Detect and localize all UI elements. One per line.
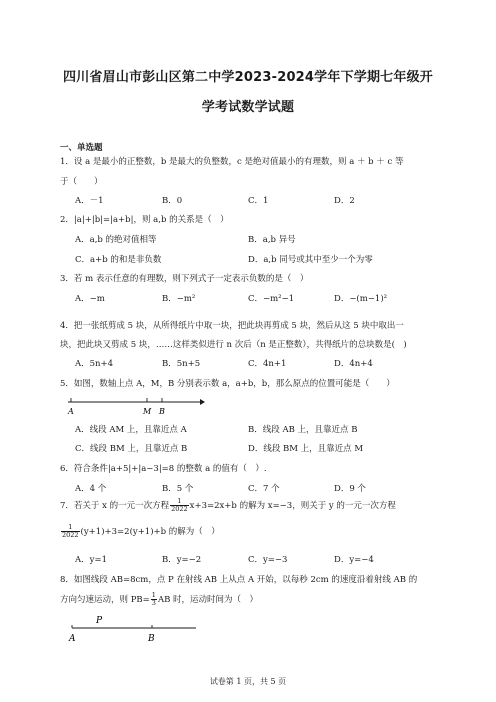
q3-option-d: D．−(m−1)² <box>334 294 388 304</box>
q4-text-line1: 4．把一张纸剪成 5 块，从所得纸片中取一块，把此块再剪成 5 块，然后从这 5 块中取出一 <box>60 321 404 331</box>
q7-line2-text: (y+1)+3=2(y+1)+b 的解为（ ） <box>80 527 220 537</box>
q7-frac-den: 2022 <box>171 505 188 513</box>
q7-text-line2 <box>60 524 220 539</box>
q3-option-c: C．−m²−1 <box>248 294 295 304</box>
q4-option-b: B．5n+5 <box>162 359 201 369</box>
q7-line1-suffix: x+3=2x+b 的解为 x=−3，则关于 y 的一元一次方程 <box>189 501 396 511</box>
q4-option-a: A．5n+4 <box>75 359 114 369</box>
q7-text-line1 <box>60 498 396 513</box>
q5-option-b: B．线段 AB 上，且靠近点 B <box>248 425 358 435</box>
label-p: P <box>96 616 103 626</box>
q6-option-b: B．5 个 <box>162 484 194 494</box>
q5-text: 5．如图，数轴上点 A，M，B 分别表示数 a，a+b，b，那么原点的位置可能是（ ） <box>60 379 395 389</box>
q7-fraction-2 <box>61 524 80 539</box>
q4-text-line2: 块，把此块又剪成 5 块，……这样类似进行 n 次后（n 是正整数），共得纸片的总块数是( ) <box>60 340 407 350</box>
exam-title-line2: 学考试数学试题 <box>201 100 295 115</box>
q5-option-c: C．线段 BM 上，且靠近点 B <box>75 444 188 454</box>
q7-option-c: C．y=−3 <box>248 555 288 565</box>
q6-option-d: D．9 个 <box>334 484 366 494</box>
q3-text: 3．若 m 表示任意的有理数，则下列式子一定表示负数的是（ ） <box>60 274 309 284</box>
q8-text-line2 <box>60 592 258 607</box>
q6-text: 6．符合条件|a+5|+|a−3|=8 的整数 a 的值有（ ）. <box>60 464 267 474</box>
section-heading: 一、单选题 <box>60 143 103 153</box>
q1-option-d: D．2 <box>334 196 355 206</box>
number-line-arrow <box>200 399 205 405</box>
q1-text-line1: 1．设 a 是最小的正整数，b 是最大的负整数，c 是绝对值最小的有理数，则 a ＋ b ＋ c 等 <box>60 157 404 167</box>
q8-text-line1: 8．如图线段 AB=8cm，点 P 在射线 AB 上从点 A 开始，以每秒 2cm 的速度沿着射线 AB 的 <box>60 575 418 585</box>
label-a: A <box>69 634 76 644</box>
number-line-figure <box>66 392 206 418</box>
label-a: A <box>68 407 74 416</box>
q6-option-c: C．7 个 <box>248 484 280 494</box>
label-b: B <box>159 407 165 416</box>
q7-frac-num: 1 <box>170 498 189 506</box>
q2-option-a: A．a,b 的绝对值相等 <box>75 235 157 245</box>
page-footer: 试卷第 1 页，共 5 页 <box>209 677 287 686</box>
q3-option-b: B．−m² <box>162 294 196 304</box>
q1-option-c: C．1 <box>248 196 269 206</box>
q1-option-b: B．0 <box>162 196 183 206</box>
q7-option-d: D．y=−4 <box>334 555 374 565</box>
q6-option-a: A．4 个 <box>75 484 107 494</box>
q7-frac2-num: 1 <box>61 524 80 532</box>
label-b: B <box>148 634 155 644</box>
q4-option-d: D．4n+4 <box>334 359 373 369</box>
q5-option-d: D．线段 BM 上，且靠近点 M <box>248 444 364 454</box>
q7-line1-prefix: 7．若关于 x 的一元一次方程 <box>60 501 170 511</box>
q2-option-b: B．a,b 异号 <box>248 235 296 245</box>
q3-option-a: A．−m <box>75 294 105 304</box>
q5-option-a: A．线段 AM 上，且靠近点 A <box>75 425 187 435</box>
ray-figure <box>66 614 206 644</box>
exam-title-line1: 四川省眉山市彭山区第二中学2023-2024学年下学期七年级开 <box>63 70 433 85</box>
q4-option-c: C．4n+1 <box>248 359 287 369</box>
q8-frac-den: 3 <box>151 599 156 607</box>
q2-option-d: D．a,b 同号或其中至少一个为零 <box>248 255 373 265</box>
q7-frac2-den: 2022 <box>62 531 79 539</box>
q8-line2-suffix: AB 时，运动时间为（ ） <box>157 595 259 605</box>
q7-option-a: A．y=1 <box>75 555 107 565</box>
q1-text-line2: 于（ ） <box>60 177 103 187</box>
label-m: M <box>143 407 152 416</box>
q8-frac-num: 1 <box>151 591 156 599</box>
q2-text: 2．|a|+|b|=|a+b|，则 a,b 的关系是（ ） <box>60 215 229 225</box>
q7-option-b: B．y=−2 <box>162 555 202 565</box>
q2-option-c: C．a+b 的和是非负数 <box>75 255 162 265</box>
q7-fraction <box>170 498 189 513</box>
q8-fraction <box>151 592 157 607</box>
q8-line2-prefix: 方向匀速运动，则 PB= <box>60 595 150 605</box>
q1-option-a: A．－1 <box>75 196 104 206</box>
